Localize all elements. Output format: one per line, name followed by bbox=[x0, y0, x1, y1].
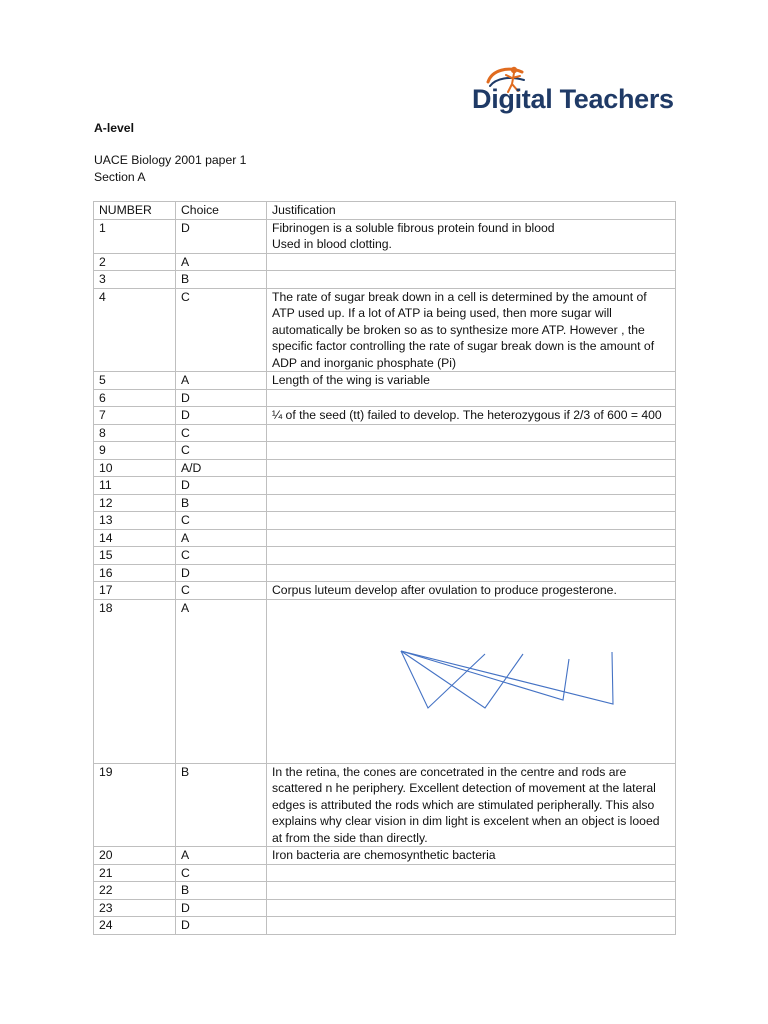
document-subject: UACE Biology 2001 paper 1 bbox=[94, 153, 247, 167]
answer-choice: C bbox=[176, 442, 267, 460]
answer-justification bbox=[267, 459, 676, 477]
question-number: 7 bbox=[94, 407, 176, 425]
question-number: 14 bbox=[94, 529, 176, 547]
answer-justification bbox=[267, 389, 676, 407]
sketch-stroke bbox=[401, 651, 569, 700]
digital-teachers-logo bbox=[472, 64, 694, 120]
answer-justification bbox=[267, 477, 676, 495]
question-number: 9 bbox=[94, 442, 176, 460]
header-number: NUMBER bbox=[94, 202, 176, 220]
answer-justification bbox=[267, 219, 676, 253]
table-row bbox=[94, 477, 676, 495]
answer-choice: D bbox=[176, 899, 267, 917]
answer-justification bbox=[267, 864, 676, 882]
answer-justification bbox=[267, 271, 676, 289]
answer-justification bbox=[267, 253, 676, 271]
sketch-stroke bbox=[401, 651, 613, 704]
question-number: 10 bbox=[94, 459, 176, 477]
question-number: 2 bbox=[94, 253, 176, 271]
question-number: 16 bbox=[94, 564, 176, 582]
answer-justification bbox=[267, 599, 676, 763]
answer-justification bbox=[267, 442, 676, 460]
answer-choice: B bbox=[176, 494, 267, 512]
question-number: 11 bbox=[94, 477, 176, 495]
header-choice: Choice bbox=[176, 202, 267, 220]
answer-justification: The rate of sugar break down in a cell is determined by the amount of ATP used up. If a lot of ATP ia being used, then more sugar will automatically be broken so as to synthesize more ATP. However , the specific factor controlling the rate of sugar break down is the amount of ADP and inorganic phosphate (Pi) bbox=[267, 288, 676, 372]
table-row bbox=[94, 599, 676, 763]
answer-choice: A bbox=[176, 253, 267, 271]
answer-justification: Length of the wing is variable bbox=[267, 372, 676, 390]
answer-justification bbox=[267, 917, 676, 935]
answer-justification bbox=[267, 547, 676, 565]
question-number: 8 bbox=[94, 424, 176, 442]
answer-justification: Iron bacteria are chemosynthetic bacteria bbox=[267, 847, 676, 865]
answer-justification bbox=[267, 512, 676, 530]
answer-choice: D bbox=[176, 917, 267, 935]
table-row bbox=[94, 529, 676, 547]
answers-table bbox=[93, 201, 676, 935]
question-number: 19 bbox=[94, 763, 176, 847]
question-number: 3 bbox=[94, 271, 176, 289]
table-row bbox=[94, 763, 676, 847]
table-row bbox=[94, 582, 676, 600]
question-number: 21 bbox=[94, 864, 176, 882]
answer-choice: A bbox=[176, 847, 267, 865]
document-section: Section A bbox=[94, 170, 146, 184]
table-row bbox=[94, 899, 676, 917]
question-number: 20 bbox=[94, 847, 176, 865]
answer-choice: C bbox=[176, 864, 267, 882]
answer-choice: C bbox=[176, 288, 267, 372]
sketch-stroke bbox=[401, 651, 523, 708]
question-number: 13 bbox=[94, 512, 176, 530]
table-row bbox=[94, 847, 676, 865]
answer-choice: C bbox=[176, 547, 267, 565]
table-row bbox=[94, 219, 676, 253]
answer-justification bbox=[267, 899, 676, 917]
table-row bbox=[94, 442, 676, 460]
answer-justification bbox=[267, 882, 676, 900]
hand-drawn-sketch bbox=[267, 600, 676, 764]
question-number: 4 bbox=[94, 288, 176, 372]
question-number: 6 bbox=[94, 389, 176, 407]
table-row bbox=[94, 459, 676, 477]
answer-justification: In the retina, the cones are concetrated in the centre and rods are scattered n he periphery. Excellent detection of movement at the lateral edges is attributed the rods which are stimulated peripherally. This also explains why clear vision in dim light is excelent when an object is looed at from the side than directly. bbox=[267, 763, 676, 847]
table-row bbox=[94, 288, 676, 372]
table-row bbox=[94, 372, 676, 390]
question-number: 15 bbox=[94, 547, 176, 565]
answer-choice: D bbox=[176, 219, 267, 253]
question-number: 5 bbox=[94, 372, 176, 390]
answer-choice: D bbox=[176, 407, 267, 425]
answer-choice: D bbox=[176, 477, 267, 495]
question-number: 17 bbox=[94, 582, 176, 600]
question-number: 22 bbox=[94, 882, 176, 900]
answer-choice: C bbox=[176, 512, 267, 530]
answer-choice: A bbox=[176, 529, 267, 547]
answer-choice: B bbox=[176, 271, 267, 289]
table-row bbox=[94, 253, 676, 271]
table-header-row bbox=[94, 202, 676, 220]
table-row bbox=[94, 271, 676, 289]
question-number: 1 bbox=[94, 219, 176, 253]
answer-justification bbox=[267, 424, 676, 442]
answer-justification: Corpus luteum develop after ovulation to produce progesterone. bbox=[267, 582, 676, 600]
question-number: 24 bbox=[94, 917, 176, 935]
table-row bbox=[94, 389, 676, 407]
answer-choice: A bbox=[176, 372, 267, 390]
table-row bbox=[94, 407, 676, 425]
table-row bbox=[94, 882, 676, 900]
table-row bbox=[94, 864, 676, 882]
answer-choice: D bbox=[176, 389, 267, 407]
answer-choice: A bbox=[176, 599, 267, 763]
logo-text: Digital Teachers bbox=[472, 84, 674, 114]
answer-choice: C bbox=[176, 424, 267, 442]
document-level: A-level bbox=[94, 121, 134, 135]
answer-choice: A/D bbox=[176, 459, 267, 477]
question-number: 18 bbox=[94, 599, 176, 763]
answer-choice: B bbox=[176, 763, 267, 847]
answer-justification: ¼ of the seed (tt) failed to develop. The heterozygous if 2/3 of 600 = 400 bbox=[267, 407, 676, 425]
answer-justification bbox=[267, 529, 676, 547]
table-row bbox=[94, 917, 676, 935]
answer-choice: D bbox=[176, 564, 267, 582]
justification-line: Fibrinogen is a soluble fibrous protein found in blood bbox=[272, 220, 555, 235]
question-number: 12 bbox=[94, 494, 176, 512]
table-row bbox=[94, 512, 676, 530]
answer-choice: C bbox=[176, 582, 267, 600]
table-row bbox=[94, 547, 676, 565]
header-justification: Justification bbox=[267, 202, 676, 220]
table-row bbox=[94, 424, 676, 442]
justification-line: Used in blood clotting. bbox=[272, 237, 392, 251]
answer-justification bbox=[267, 564, 676, 582]
question-number: 23 bbox=[94, 899, 176, 917]
answer-choice: B bbox=[176, 882, 267, 900]
answer-justification bbox=[267, 494, 676, 512]
table-row bbox=[94, 494, 676, 512]
table-row bbox=[94, 564, 676, 582]
